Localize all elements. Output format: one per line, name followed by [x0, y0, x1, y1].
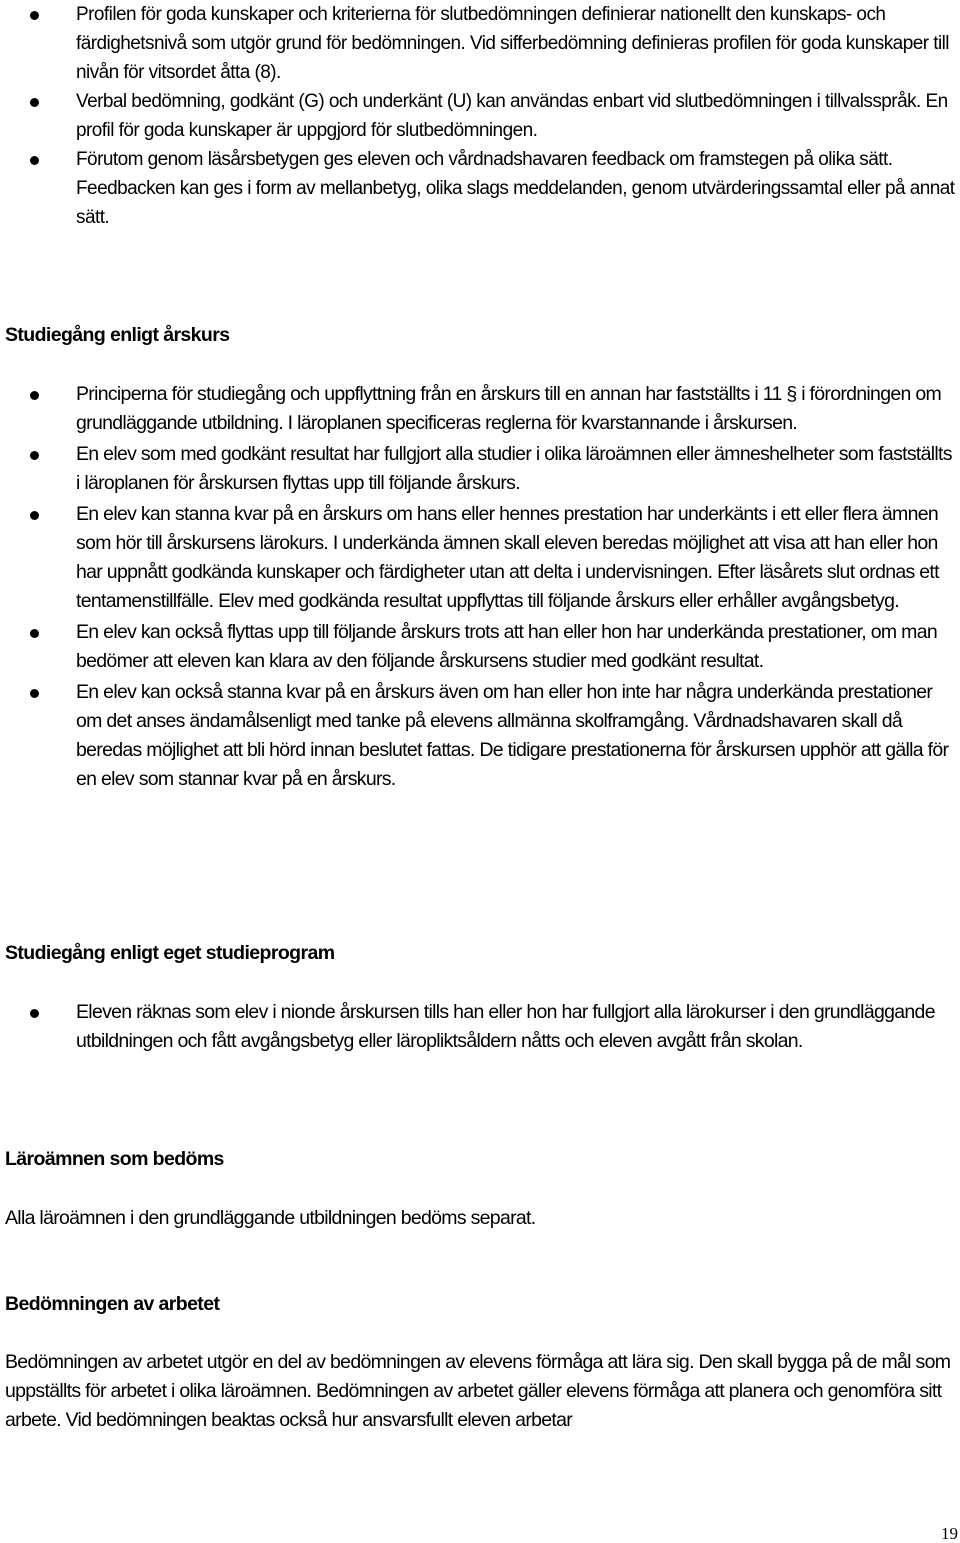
bullet-icon: [30, 629, 39, 638]
bullet-icon: [30, 689, 39, 698]
list-item: [0, 998, 960, 1056]
bullet-icon: [30, 391, 39, 400]
bullet-icon: [30, 11, 39, 20]
bullet-icon: [30, 511, 39, 520]
list-item-text: Profilen för goda kunskaper och kriterierna för slutbedömningen definierar nationellt den kunskaps- och färdighetsnivå som utgör grund för bedömningen. Vid sifferbedömning definieras profilen för goda kunskaper till nivån för vitsordet åtta (8).: [76, 4, 949, 83]
list-item-text: Principerna för studiegång och uppflyttning från en årskurs till en annan har fastställts i 11 § i förordningen om grundläggande utbildning. I läroplanen specificeras reglerna för kvarstannande i årskursen.: [76, 383, 942, 434]
list-item-text: Verbal bedömning, godkänt (G) och underkänt (U) kan användas enbart vid slutbedömningen i tillvalsspråk. En profil för goda kunskaper är uppgjord för slutbedömningen.: [76, 91, 948, 141]
list-item: [0, 500, 960, 616]
section-heading: Bedömningen av arbetet: [5, 1293, 220, 1315]
list-item-text: Eleven räknas som elev i nionde årskursen tills han eller hon har fullgjort alla lärokurser i den grundläggande utbildningen och fått avgångsbetyg eller läropliktsåldern nåtts och eleven avgått från skolan.: [76, 1001, 935, 1052]
own-program-bullet-list: [0, 998, 960, 1056]
list-item-text: En elev kan stanna kvar på en årskurs om hans eller hennes prestation har underkänts i ett eller flera ämnen som hör till årskursens lärokurs. I underkända ämnen skall eleven beredas möjlighet att visa att han eller hon har uppnått godkända kunskaper och färdigheter utan att delta i undervisningen. Efter läsårets slut ordnas ett tentamenstillfälle. Elev med godkända resultat uppflyttas till följande årskurs eller erhåller avgångsbetyg.: [76, 503, 939, 612]
grade-bullet-list: [0, 380, 960, 794]
section-paragraph: Alla läroämnen i den grundläggande utbildningen bedöms separat.: [5, 1207, 536, 1229]
bullet-icon: [30, 156, 39, 165]
list-item: [0, 618, 960, 676]
list-item-text: En elev som med godkänt resultat har fullgjort alla studier i olika läroämnen eller ämneshelheter som fastställts i läroplanen för årskursen flyttas upp till följande årskurs.: [76, 443, 952, 494]
section-paragraph: Bedömningen av arbetet utgör en del av bedömningen av elevens förmåga att lära sig. Den skall bygga på de mål som uppställts för arbetet i olika läroämnen. Bedömningen av arbetet gäller elevens förmåga att planera och genomföra sitt arbete. Vid bedömningen beaktas också hur ansvarsfullt eleven arbetar: [5, 1351, 951, 1431]
list-item: [0, 145, 960, 232]
bullet-icon: [30, 98, 39, 107]
section-heading: Studiegång enligt årskurs: [5, 324, 230, 346]
page-number: 19: [941, 1524, 958, 1543]
section-heading: Läroämnen som bedöms: [5, 1148, 224, 1170]
list-item-text: En elev kan också flyttas upp till följande årskurs trots att han eller hon har underkända prestationer, om man bedömer att eleven kan klara av den följande årskursens studier med godkänt resultat.: [76, 621, 937, 672]
bullet-icon: [30, 451, 39, 460]
list-item: [0, 678, 960, 794]
list-item-text: En elev kan också stanna kvar på en årskurs även om han eller hon inte har några underkända prestationer om det anses ändamålsenligt med tanke på elevens allmänna skolframgång. Vårdnadshavaren skall då beredas möjlighet att bli hörd innan beslutet fattas. De tidigare prestationerna för årskursen upphör att gälla för en elev som stannar kvar på en årskurs.: [76, 681, 949, 790]
list-item: [0, 87, 960, 145]
section-heading: Studiegång enligt eget studieprogram: [5, 942, 335, 964]
list-item: [0, 380, 960, 438]
list-item: [0, 440, 960, 498]
list-item: [0, 0, 960, 87]
list-item-text: Förutom genom läsårsbetygen ges eleven och vårdnadshavaren feedback om framstegen på olika sätt. Feedbacken kan ges i form av mellanbetyg, olika slags meddelanden, genom utvärderingssamtal eller på annat sätt.: [76, 149, 955, 228]
bullet-icon: [30, 1009, 39, 1018]
intro-bullet-list: [0, 0, 960, 232]
